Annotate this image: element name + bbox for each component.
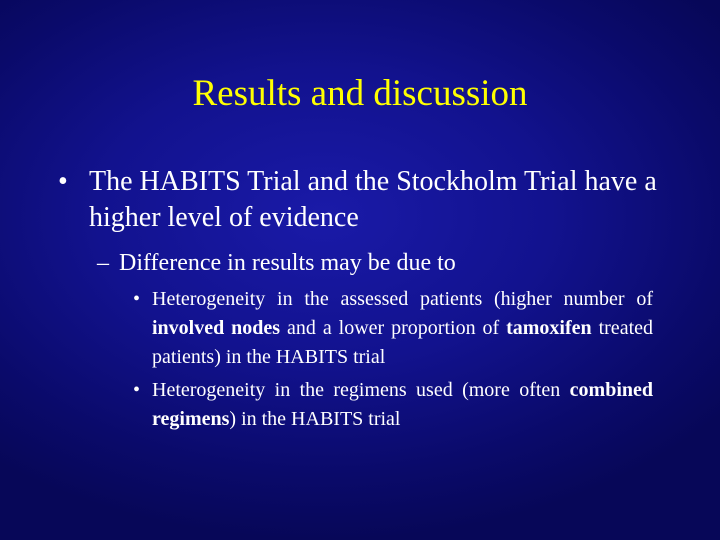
- text-run: ) in the HABITS trial: [229, 408, 401, 430]
- bullet-marker: •: [133, 288, 141, 310]
- bold-text: combined regimens: [152, 379, 653, 430]
- text-run: Heterogeneity in the regimens used (more often: [152, 379, 570, 401]
- bullet-marker: •: [58, 166, 68, 197]
- bullet-text: The HABITS Trial and the Stockholm Trial have a higher level of evidence: [89, 166, 657, 233]
- bullet-text: [152, 285, 653, 372]
- text-run: treated patients) in the HABITS trial: [152, 317, 653, 368]
- bold-text: involved nodes: [152, 317, 281, 339]
- text-run: Heterogeneity in the assessed patients (higher number of: [152, 288, 653, 310]
- bullet-text: [152, 376, 653, 434]
- bullet-marker: •: [133, 379, 141, 401]
- bullet-text: Difference in results may be due to: [119, 250, 456, 276]
- bold-text: tamoxifen: [506, 317, 592, 339]
- slide-title: Results and discussion: [192, 73, 528, 114]
- text-run: and a lower proportion of: [280, 317, 507, 339]
- dash-marker: –: [97, 250, 109, 276]
